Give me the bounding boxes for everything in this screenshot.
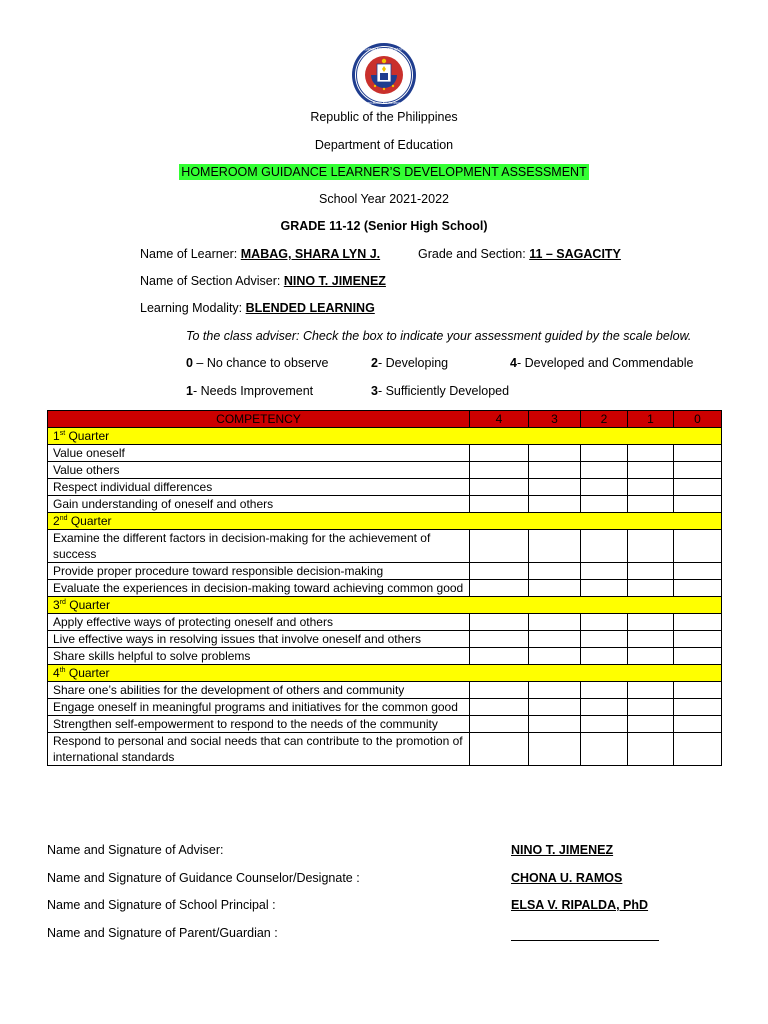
competency-cell: Live effective ways in resolving issues that involve oneself and others <box>48 631 470 648</box>
table-row <box>48 648 722 665</box>
scale-item-2 <box>371 356 448 370</box>
score-checkbox-1[interactable] <box>628 648 674 665</box>
score-checkbox-4[interactable] <box>470 614 529 631</box>
quarter-ordinal-suffix: nd <box>59 515 68 522</box>
quarter-word: Quarter <box>67 514 112 528</box>
score-checkbox-2[interactable] <box>581 462 628 479</box>
table-row <box>48 496 722 513</box>
principal-signature-name: ELSA V. RIPALDA, PhD <box>511 898 649 912</box>
score-checkbox-3[interactable] <box>529 733 581 766</box>
score-header-4: 4 <box>470 411 529 428</box>
score-checkbox-1[interactable] <box>628 614 674 631</box>
score-checkbox-3[interactable] <box>529 699 581 716</box>
scale-sep: - <box>377 356 386 370</box>
score-checkbox-2[interactable] <box>581 530 628 563</box>
svg-text:REPUBLIKA NG PILIPINAS: REPUBLIKA NG PILIPINAS <box>365 101 403 105</box>
competency-cell: Apply effective ways of protecting oneself and others <box>48 614 470 631</box>
competency-cell: Engage oneself in meaningful programs and initiatives for the common good <box>48 699 470 716</box>
grade-section-line <box>418 247 621 261</box>
score-checkbox-2[interactable] <box>581 496 628 513</box>
score-checkbox-2[interactable] <box>581 445 628 462</box>
score-checkbox-0[interactable] <box>674 445 722 462</box>
scale-sep: – <box>192 356 207 370</box>
score-checkbox-4[interactable] <box>470 479 529 496</box>
quarter-number: 1 <box>53 429 60 443</box>
table-row <box>48 631 722 648</box>
score-checkbox-1[interactable] <box>628 580 674 597</box>
grade-level: GRADE 11-12 (Senior High School) <box>280 219 488 233</box>
score-checkbox-3[interactable] <box>529 716 581 733</box>
counselor-signature-name: CHONA U. RAMOS <box>511 871 623 885</box>
adviser-signature-name: NINO T. JIMENEZ <box>511 843 614 857</box>
modality-line <box>140 301 375 315</box>
score-header-2: 2 <box>581 411 628 428</box>
adviser-value: NINO T. JIMENEZ <box>283 274 386 288</box>
table-row <box>48 716 722 733</box>
table-row <box>48 580 722 597</box>
score-checkbox-0[interactable] <box>674 716 722 733</box>
quarter-label <box>48 513 722 530</box>
score-checkbox-0[interactable] <box>674 699 722 716</box>
learner-name-label: Name of Learner: <box>140 247 241 261</box>
form-title-wrap <box>0 165 768 179</box>
score-checkbox-0[interactable] <box>674 479 722 496</box>
score-checkbox-4[interactable] <box>470 580 529 597</box>
competency-header: COMPETENCY <box>48 411 470 428</box>
score-checkbox-0[interactable] <box>674 733 722 766</box>
scale-sep: - <box>377 384 386 398</box>
competency-table <box>47 410 722 766</box>
score-checkbox-2[interactable] <box>581 631 628 648</box>
parent-signature-blank[interactable] <box>511 926 659 941</box>
competency-cell: Share skills helpful to solve problems <box>48 648 470 665</box>
score-checkbox-4[interactable] <box>470 733 529 766</box>
score-checkbox-2[interactable] <box>581 733 628 766</box>
scale-sep: - <box>516 356 525 370</box>
score-checkbox-1[interactable] <box>628 716 674 733</box>
table-row <box>48 614 722 631</box>
scale-key: 4 <box>510 356 517 370</box>
score-checkbox-3[interactable] <box>529 445 581 462</box>
scale-sep: - <box>192 384 201 398</box>
quarter-number: 3 <box>53 598 60 612</box>
score-checkbox-1[interactable] <box>628 563 674 580</box>
score-checkbox-0[interactable] <box>674 563 722 580</box>
competency-cell: Value oneself <box>48 445 470 462</box>
quarter-number: 4 <box>53 666 60 680</box>
score-checkbox-2[interactable] <box>581 580 628 597</box>
score-checkbox-3[interactable] <box>529 479 581 496</box>
quarter-label <box>48 665 722 682</box>
competency-cell: Gain understanding of oneself and others <box>48 496 470 513</box>
competency-cell: Evaluate the experiences in decision-making toward achieving common good <box>48 580 470 597</box>
score-checkbox-1[interactable] <box>628 479 674 496</box>
modality-value: BLENDED LEARNING <box>245 301 375 315</box>
score-checkbox-4[interactable] <box>470 631 529 648</box>
quarter-row <box>48 665 722 682</box>
score-checkbox-1[interactable] <box>628 733 674 766</box>
competency-cell: Respond to personal and social needs that can contribute to the promotion of international standards <box>48 733 470 766</box>
score-checkbox-1[interactable] <box>628 699 674 716</box>
table-header-row <box>48 411 722 428</box>
score-checkbox-3[interactable] <box>529 496 581 513</box>
instructions: To the class adviser: Check the box to indicate your assessment guided by the scale below. <box>186 329 692 343</box>
score-checkbox-3[interactable] <box>529 614 581 631</box>
quarter-word: Quarter <box>65 429 110 443</box>
score-checkbox-1[interactable] <box>628 631 674 648</box>
competency-cell: Share one’s abilities for the development of others and community <box>48 682 470 699</box>
adviser-label: Name of Section Adviser: <box>140 274 284 288</box>
score-checkbox-4[interactable] <box>470 530 529 563</box>
scale-item-1 <box>186 384 313 398</box>
score-checkbox-0[interactable] <box>674 648 722 665</box>
table-row <box>48 530 722 563</box>
principal-signature-label: Name and Signature of School Principal : <box>47 898 276 912</box>
score-checkbox-0[interactable] <box>674 530 722 563</box>
grade-section-label: Grade and Section: <box>418 247 530 261</box>
quarter-ordinal-suffix: st <box>59 430 66 437</box>
competency-table-body <box>48 411 722 766</box>
quarter-ordinal-suffix: rd <box>59 599 66 606</box>
counselor-signature-label: Name and Signature of Guidance Counselor/Designate : <box>47 871 360 885</box>
learner-name-value: MABAG, SHARA LYN J. <box>240 247 381 261</box>
republic-line: Republic of the Philippines <box>310 110 458 124</box>
table-row <box>48 563 722 580</box>
department-line: Department of Education <box>314 138 454 152</box>
score-checkbox-2[interactable] <box>581 614 628 631</box>
competency-cell: Examine the different factors in decision-making for the achievement of success <box>48 530 470 563</box>
quarter-label <box>48 597 722 614</box>
score-checkbox-4[interactable] <box>470 699 529 716</box>
table-row <box>48 479 722 496</box>
learner-name-line <box>140 247 380 261</box>
scale-key: 0 <box>186 356 193 370</box>
scale-label: Developed and Commendable <box>524 356 694 370</box>
form-title: HOMEROOM GUIDANCE LEARNER’S DEVELOPMENT ASSESSMENT <box>181 165 587 179</box>
adviser-line <box>140 274 386 288</box>
scale-label: Sufficiently Developed <box>385 384 510 398</box>
score-checkbox-3[interactable] <box>529 682 581 699</box>
score-checkbox-4[interactable] <box>470 648 529 665</box>
table-row <box>48 733 722 766</box>
quarter-word: Quarter <box>65 598 110 612</box>
score-checkbox-1[interactable] <box>628 462 674 479</box>
score-checkbox-2[interactable] <box>581 648 628 665</box>
score-checkbox-4[interactable] <box>470 445 529 462</box>
score-checkbox-3[interactable] <box>529 530 581 563</box>
score-checkbox-2[interactable] <box>581 479 628 496</box>
score-checkbox-1[interactable] <box>628 530 674 563</box>
score-checkbox-1[interactable] <box>628 445 674 462</box>
svg-text:KAGAWARAN NG EDUKASYON: KAGAWARAN NG EDUKASYON <box>360 47 408 52</box>
score-checkbox-0[interactable] <box>674 682 722 699</box>
score-header-0: 0 <box>674 411 722 428</box>
score-checkbox-4[interactable] <box>470 563 529 580</box>
table-row <box>48 462 722 479</box>
grade-section-value: 11 – SAGACITY <box>529 247 621 261</box>
scale-label: Needs Improvement <box>200 384 314 398</box>
score-checkbox-0[interactable] <box>674 496 722 513</box>
score-checkbox-3[interactable] <box>529 462 581 479</box>
parent-signature-label: Name and Signature of Parent/Guardian : <box>47 926 278 940</box>
scale-item-4 <box>510 356 693 370</box>
quarter-row <box>48 428 722 445</box>
score-checkbox-3[interactable] <box>529 631 581 648</box>
table-row <box>48 445 722 462</box>
scale-key: 2 <box>371 356 378 370</box>
scale-label: Developing <box>385 356 449 370</box>
scale-key: 1 <box>186 384 193 398</box>
competency-cell: Provide proper procedure toward responsible decision-making <box>48 563 470 580</box>
score-header-1: 1 <box>628 411 674 428</box>
score-checkbox-0[interactable] <box>674 631 722 648</box>
score-checkbox-0[interactable] <box>674 462 722 479</box>
quarter-number: 2 <box>53 514 60 528</box>
score-checkbox-4[interactable] <box>470 682 529 699</box>
score-checkbox-0[interactable] <box>674 580 722 597</box>
score-checkbox-1[interactable] <box>628 682 674 699</box>
score-checkbox-3[interactable] <box>529 648 581 665</box>
deped-seal-logo <box>351 42 417 108</box>
score-checkbox-2[interactable] <box>581 563 628 580</box>
score-checkbox-1[interactable] <box>628 496 674 513</box>
quarter-ordinal-suffix: th <box>59 667 66 674</box>
score-checkbox-3[interactable] <box>529 580 581 597</box>
modality-label: Learning Modality: <box>140 301 246 315</box>
score-checkbox-2[interactable] <box>581 699 628 716</box>
score-header-3: 3 <box>529 411 581 428</box>
quarter-label <box>48 428 722 445</box>
score-checkbox-4[interactable] <box>470 716 529 733</box>
school-year: School Year 2021-2022 <box>319 192 449 206</box>
table-row <box>48 699 722 716</box>
scale-item-3 <box>371 384 509 398</box>
score-checkbox-4[interactable] <box>470 496 529 513</box>
score-checkbox-3[interactable] <box>529 563 581 580</box>
score-checkbox-0[interactable] <box>674 614 722 631</box>
scale-item-0 <box>186 356 328 370</box>
score-checkbox-4[interactable] <box>470 462 529 479</box>
table-row <box>48 682 722 699</box>
quarter-row <box>48 513 722 530</box>
score-checkbox-2[interactable] <box>581 716 628 733</box>
adviser-signature-label: Name and Signature of Adviser: <box>47 843 224 857</box>
scale-label: No chance to observe <box>206 356 329 370</box>
quarter-row <box>48 597 722 614</box>
competency-cell: Respect individual differences <box>48 479 470 496</box>
competency-cell: Strengthen self-empowerment to respond to the needs of the community <box>48 716 470 733</box>
quarter-word: Quarter <box>65 666 110 680</box>
score-checkbox-2[interactable] <box>581 682 628 699</box>
scale-key: 3 <box>371 384 378 398</box>
competency-cell: Value others <box>48 462 470 479</box>
